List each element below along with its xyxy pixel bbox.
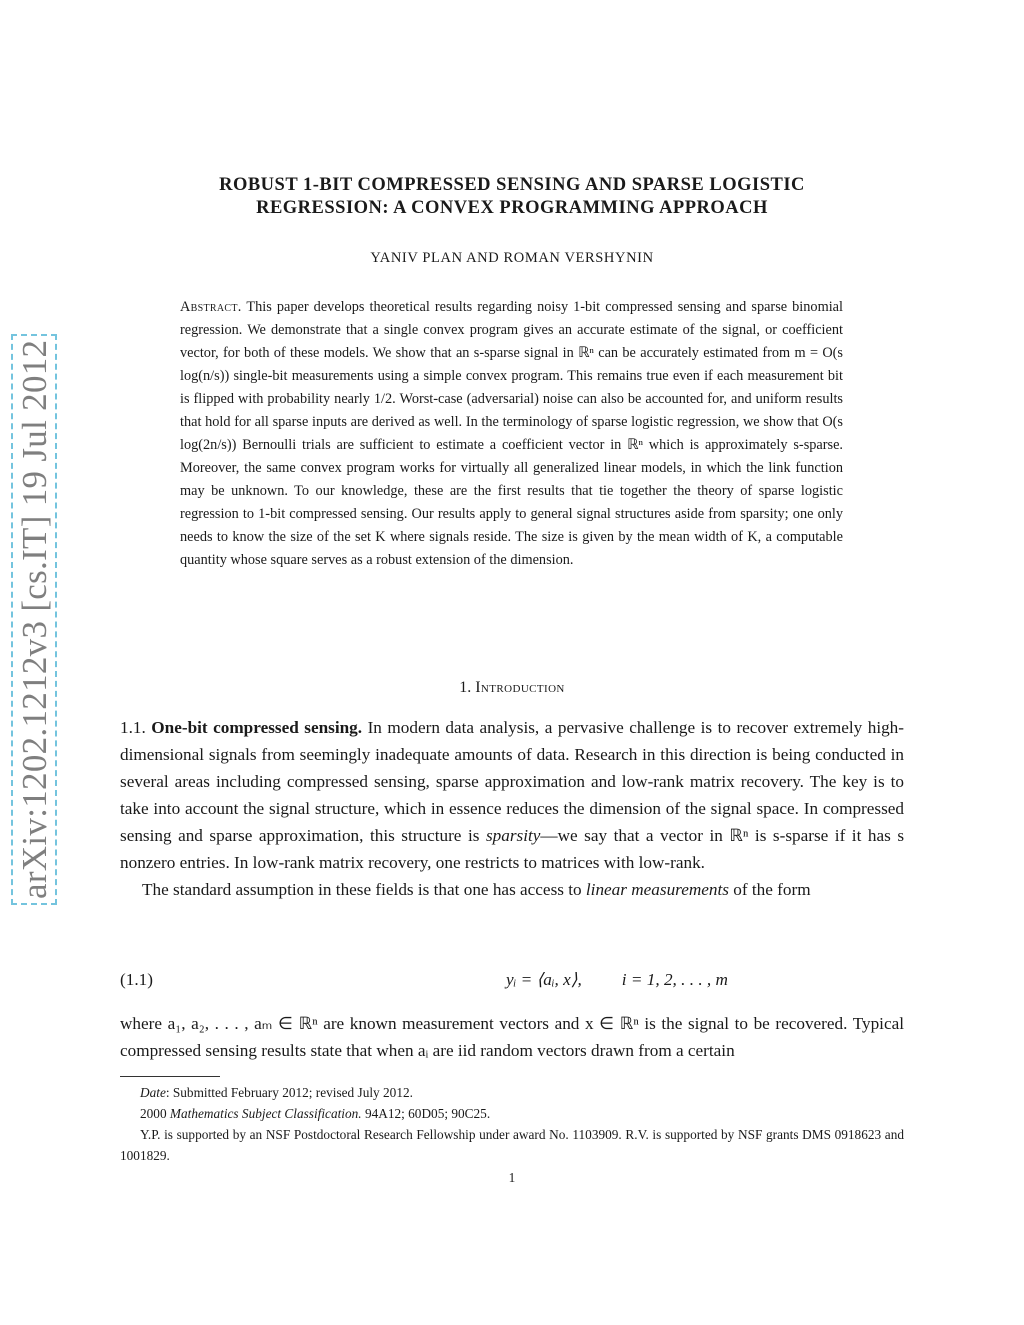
paragraph-3-block — [120, 1010, 904, 1064]
title-line-1: ROBUST 1-BIT COMPRESSED SENSING AND SPARSE LOGISTIC — [219, 175, 805, 195]
equation-rhs: i = 1, 2, . . . , m — [621, 970, 728, 989]
section-number: 1. — [459, 679, 472, 696]
footnote-msc — [120, 1103, 904, 1124]
paragraph-1 — [120, 714, 904, 876]
subsection-number: 1.1. — [120, 718, 146, 737]
msc-label: Mathematics Subject Classification. — [169, 1106, 362, 1121]
footnotes — [120, 1082, 904, 1166]
abstract-label: Abstract. — [180, 299, 242, 315]
section-heading — [120, 679, 904, 697]
linear-measurements-term: linear measurements — [585, 880, 729, 899]
date-text: : Submitted February 2012; revised July 2012. — [165, 1085, 413, 1100]
footnote-rule — [120, 1076, 220, 1077]
page-number: 1 — [508, 1170, 516, 1185]
paragraph-2-end: of the form — [733, 880, 811, 899]
footnote-date — [120, 1082, 904, 1103]
msc-prefix: 2000 — [140, 1106, 167, 1121]
subsection-title: One-bit compressed sensing. — [151, 718, 363, 737]
paragraph-1-text: In modern data analysis, a pervasive challenge is to recover extremely high-dimensional signals from seemingly inadequate amounts of data. Research in this direction is being conducted in several areas including compressed sensing, sparse approximation and low-rank matrix recovery. The key is to take into account the signal structure, which in essence reduces the dimension of the signal space. In compressed sensing and sparse approximation, this structure is — [120, 718, 904, 845]
msc-codes: 94A12; 60D05; 90C25. — [364, 1106, 491, 1121]
equation-number: (1.1) — [120, 970, 153, 989]
paragraph-2 — [120, 876, 904, 903]
footnote-funding: Y.P. is supported by an NSF Postdoctoral Research Fellowship under award No. 1103909. R.V. is supported by NSF grants DMS 0918623 and 1001829. — [120, 1127, 904, 1163]
sparsity-term: sparsity — [485, 826, 541, 845]
section-title: Introduction — [475, 679, 565, 696]
abstract-text: This paper develops theoretical results regarding noisy 1-bit compressed sensing and sparse binomial regression. We demonstrate that a single convex program gives an accurate estimate of the signal, or coefficient vector, for both of these models. We show that an s-sparse signal in ℝⁿ can be accurately estimated from m = O(s log(n/s)) single-bit measurements using a simple convex program. This remains true even if each measurement bit is flipped with probability nearly 1/2. Worst-case (adversarial) noise can also be accounted for, and uniform results that hold for all sparse inputs are derived as well. In the terminology of sparse logistic regression, we show that O(s log(2n/s)) Bernoulli trials are sufficient to estimate a coefficient vector in ℝⁿ which is approximately s-sparse. Moreover, the same convex program works for virtually all generalized linear models, in which the link function may be unknown. To our knowledge, these are the first results that tie together the theory of sparse logistic regression to 1-bit compressed sensing. Our results apply to general signal structures aside from sparsity; one only needs to know the size of the set K where signals reside. The size is given by the mean width of K, a computable quantity whose square serves as a robust extension of the dimension. — [180, 299, 843, 568]
date-label: Date — [140, 1085, 166, 1100]
abstract — [180, 296, 843, 572]
intro-body — [120, 714, 904, 903]
title-line-2: REGRESSION: A CONVEX PROGRAMMING APPROACH — [256, 198, 768, 218]
arxiv-stamp: arXiv:1202.1212v3 [cs.IT] 19 Jul 2012 — [11, 334, 57, 905]
paragraph-3: where a₁, a₂, . . . , aₘ ∈ ℝⁿ are known measurement vectors and x ∈ ℝⁿ is the signal to be recovered. Typical compressed sensing results state that when aᵢ are iid random vectors drawn from a certain — [120, 1014, 904, 1060]
paragraph-1-end: —we say that a vector in ℝⁿ is s-sparse if it has s nonzero entries. In low-rank matrix recovery, one restricts to matrices with low-rank. — [120, 826, 905, 872]
equation-1-1 — [120, 970, 904, 998]
authors: YANIV PLAN AND ROMAN VERSHYNIN — [370, 250, 654, 266]
equation-lhs: yᵢ = ⟨aᵢ, x⟩, — [506, 970, 582, 989]
paper-title — [120, 174, 904, 220]
paragraph-2-start: The standard assumption in these fields is that one has access to — [142, 880, 582, 899]
equation-body — [506, 970, 728, 990]
